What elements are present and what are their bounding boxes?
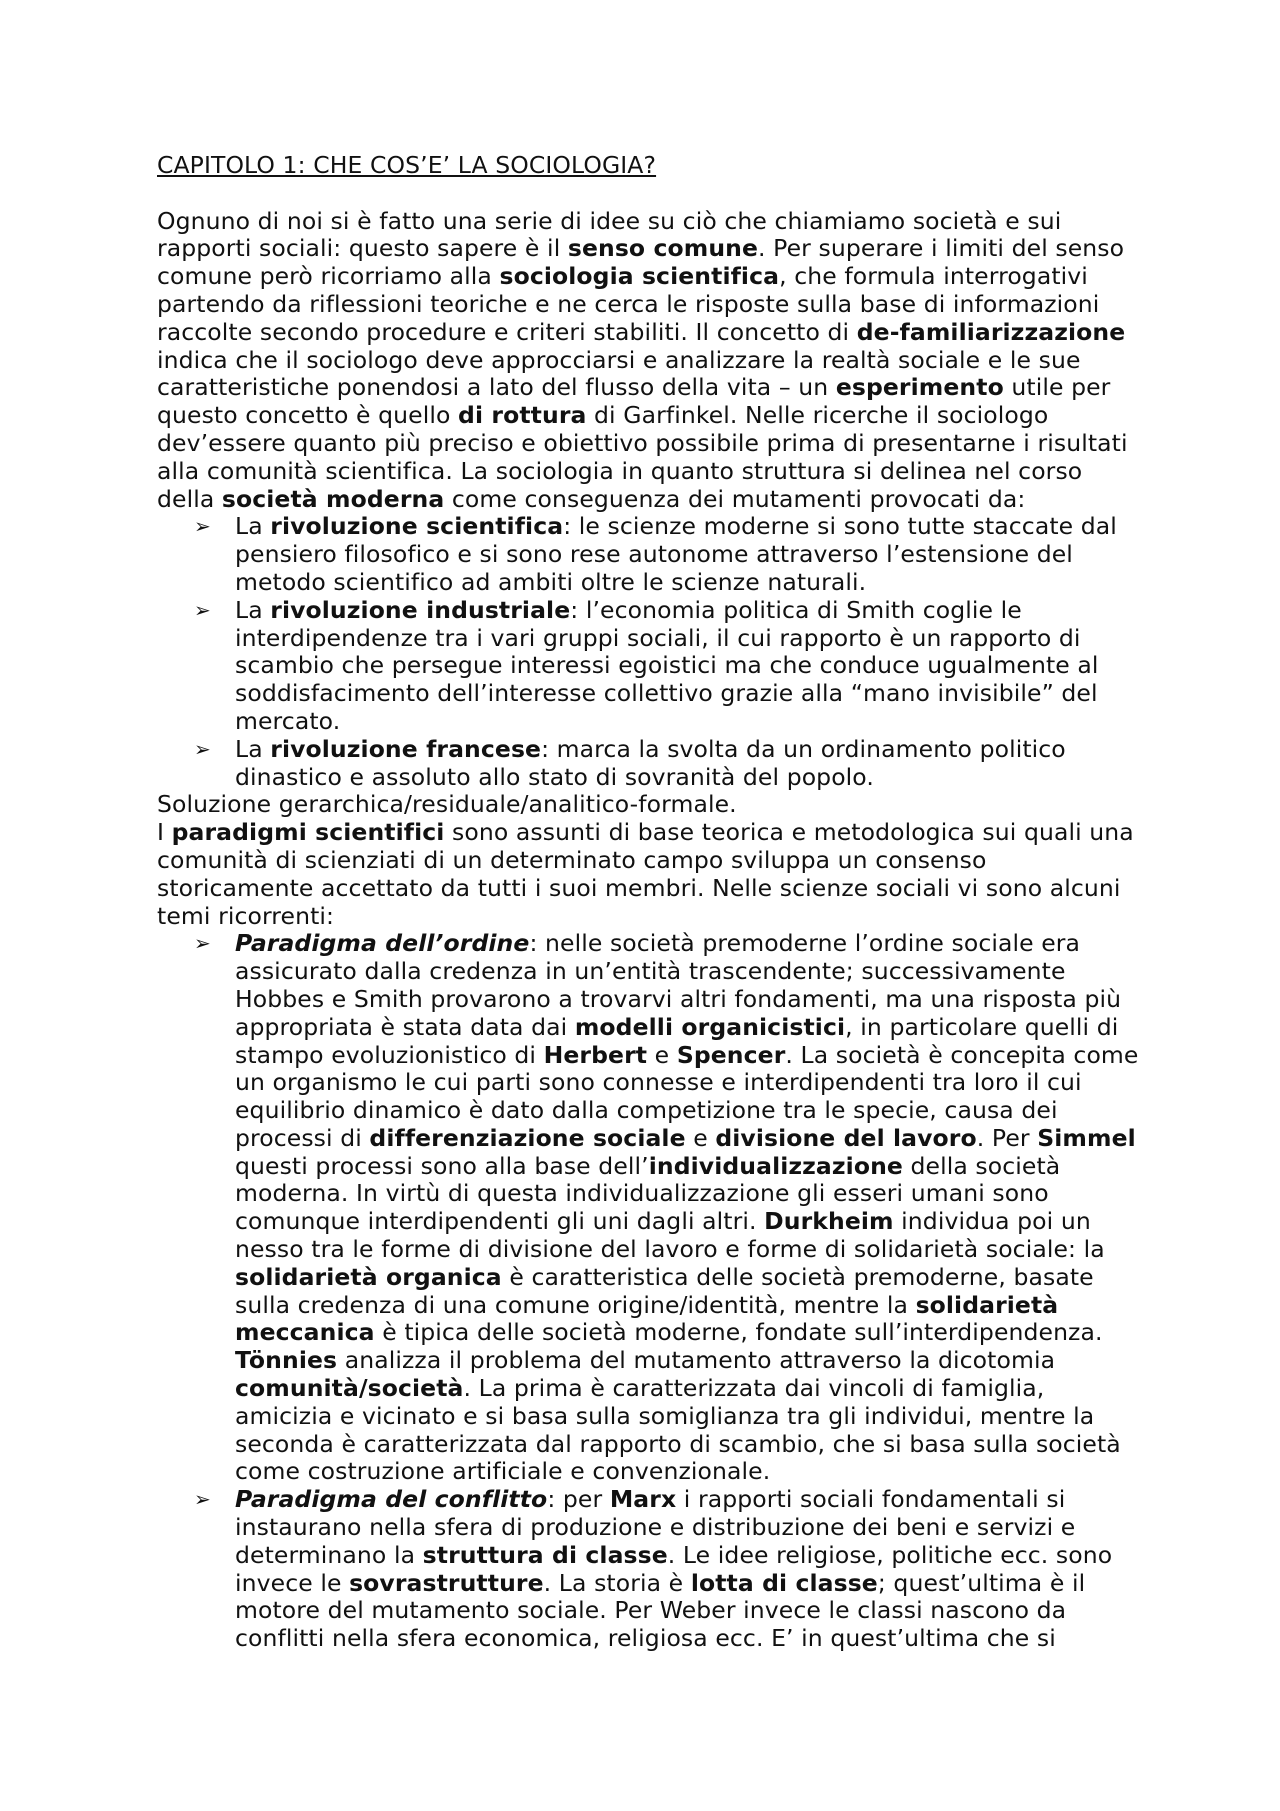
- list-item-text: [235, 1485, 1112, 1652]
- text-run: della società moderna. In virtù di questa individualizzazione gli esseri umani sono comunque interdipendenti gli uni dagli altri.: [235, 1151, 1061, 1236]
- text-run: , che formula interrogativi partendo da riflessioni teoriche e ne cerca le risposte sulla base di informazioni raccolte secondo procedure e criteri stabiliti. Il concetto di: [157, 262, 1100, 346]
- paradigms-intro-paragraph: [157, 819, 1147, 930]
- text-run: è tipica delle società moderne, fondate sull’interdipendenza.: [374, 1318, 1103, 1347]
- bold-term: Spencer: [676, 1040, 786, 1069]
- bold-term: Paradigma dell’ordine: [235, 929, 530, 958]
- bold-term: rivoluzione industriale: [270, 595, 571, 624]
- text-run: : per: [547, 1485, 610, 1514]
- text-run: : le scienze moderne si sono tutte staccate dal pensiero filosofico e si sono rese autonome attraverso l’estensione del metodo scientifico ad ambiti oltre le scienze naturali.: [235, 512, 1117, 596]
- arrow-bullet-icon: ➢: [194, 736, 211, 761]
- text-run: è caratteristica delle società premoderne, basate sulla credenza di una comune origine/identità, mentre la: [235, 1262, 1094, 1319]
- bold-term: Marx: [609, 1485, 677, 1514]
- text-run: di Garfinkel. Nelle ricerche il sociologo dev’essere quanto più preciso e obiettivo possibile prima di presentarne i risultati alla comunità scientifica. La sociologia in quanto struttura si delinea nel corso della: [157, 401, 1128, 513]
- text-run: . Per: [976, 1123, 1038, 1152]
- bold-term: comunità/società: [235, 1374, 464, 1403]
- arrow-bullet-icon: ➢: [194, 1487, 211, 1512]
- arrow-bullet-icon: ➢: [194, 514, 211, 539]
- text-run: . Per superare i limiti del senso comune però ricorriamo alla: [157, 234, 1125, 291]
- list-item: [157, 930, 1147, 1486]
- bold-term: de-familiarizzazione: [856, 317, 1126, 346]
- arrow-bullet-icon: ➢: [194, 597, 211, 622]
- text-run: come conseguenza dei mutamenti provocati da:: [444, 484, 1026, 513]
- text-run: e: [685, 1123, 716, 1152]
- paradigms-list: [157, 930, 1147, 1653]
- document-page: [157, 152, 1147, 1653]
- bold-term: rivoluzione scientifica: [270, 512, 564, 541]
- text-run: utile per questo concetto è quello: [157, 373, 1111, 430]
- bold-term: paradigmi scientifici: [171, 818, 445, 847]
- bold-term: sociologia scientifica: [499, 262, 780, 291]
- bold-term: senso comune: [567, 234, 759, 263]
- bold-term: differenziazione sociale: [369, 1123, 686, 1152]
- text-run: : marca la svolta da un ordinamento politico dinastico e assoluto allo stato di sovranità del popolo.: [235, 734, 1066, 791]
- bold-term: rivoluzione francese: [270, 734, 542, 763]
- text-run: Ognuno di noi si è fatto una serie di idee su ciò che chiamiamo società e sui rapporti sociali: questo sapere è il: [157, 206, 1062, 263]
- bold-term: divisione del lavoro: [715, 1123, 977, 1152]
- bold-term: individualizzazione: [648, 1151, 903, 1180]
- list-item: [157, 513, 1147, 596]
- text-run: e: [647, 1040, 677, 1069]
- bold-term: Simmel: [1037, 1123, 1136, 1152]
- bold-term: Herbert: [543, 1040, 648, 1069]
- text-run: analizza il problema del mutamento attraverso la dicotomia: [337, 1346, 1056, 1375]
- bold-term: di rottura: [458, 401, 587, 430]
- list-item-text: [235, 512, 1117, 596]
- text-run: individua poi un nesso tra le forme di divisione del lavoro e forme di solidarietà sociale: la: [235, 1207, 1105, 1264]
- arrow-bullet-icon: ➢: [194, 931, 211, 956]
- list-item: [157, 1486, 1147, 1653]
- spacer: [157, 180, 1147, 208]
- list-item-text: [235, 735, 1066, 791]
- text-run: : nelle società premoderne l’ordine sociale era assicurato dalla credenza in un’entità trascendente; successivamente Hobbes e Smith provarono a trovarvi altri fondamenti, ma una risposta più appropriata è stata data dai: [235, 929, 1122, 1041]
- chapter-title: CAPITOLO 1: CHE COS’E’ LA SOCIOLOGIA?: [157, 151, 657, 179]
- text-run: . Le idee religiose, politiche ecc. sono invece le: [235, 1540, 1113, 1597]
- text-run: . La prima è caratterizzata dai vincoli di famiglia, amicizia e vicinato e si basa sulla somiglianza tra gli individui, mentre la seconda è caratterizzata dal rapporto di scambio, che si basa sulla società come costruzione artificiale e convenzionale.: [235, 1374, 1121, 1486]
- text-run: ; quest’ultima è il motore del mutamento sociale. Per Weber invece le classi nascono da conflitti nella sfera economica, religiosa ecc. E’ in quest’ultima che si: [235, 1568, 1086, 1653]
- bold-term: società moderna: [221, 484, 445, 513]
- bold-term: solidarietà organica: [235, 1262, 502, 1291]
- text-run: La: [235, 512, 271, 541]
- text-run: questi processi sono alla base dell’: [235, 1151, 649, 1180]
- text-run: . La società è concepita come un organismo le cui parti sono connesse e interdipendenti tra loro il cui equilibrio dinamico è dato dalla competizione tra le specie, causa dei processi di: [235, 1040, 1139, 1152]
- solution-line: [157, 791, 1147, 819]
- intro-paragraph: [157, 208, 1147, 514]
- list-item: [157, 736, 1147, 792]
- revolutions-list: [157, 513, 1147, 791]
- text-run: . La storia è: [543, 1568, 691, 1597]
- bold-term: Durkheim: [764, 1207, 894, 1236]
- bold-term: modelli organicistici: [574, 1012, 846, 1041]
- text-run: : l’economia politica di Smith coglie le interdipendenze tra i vari gruppi sociali, il cui rapporto è un rapporto di scambio che persegue interessi egoistici ma che conduce ugualmente al soddisfacimento dell’interesse collettivo grazie alla “mano invisibile” del mercato.: [235, 595, 1099, 735]
- bold-term: lotta di classe: [690, 1568, 878, 1597]
- bold-term: struttura di classe: [422, 1540, 668, 1569]
- text-run: Soluzione gerarchica/residuale/analitico-formale.: [157, 790, 737, 819]
- list-item-text: [235, 596, 1099, 735]
- bold-term: sovrastrutture: [349, 1568, 544, 1597]
- text-run: La: [235, 734, 271, 763]
- list-item-text: [235, 929, 1138, 1485]
- bold-term: esperimento: [835, 373, 1004, 402]
- text-run: i rapporti sociali fondamentali si instaurano nella sfera di produzione e distribuzione dei beni e servizi e determinano la: [235, 1485, 1076, 1569]
- bold-term: Paradigma del conflitto: [235, 1485, 548, 1514]
- bold-term: solidarietà meccanica: [235, 1290, 1059, 1347]
- bold-term: Tönnies: [235, 1346, 338, 1375]
- text-run: I: [157, 818, 172, 847]
- text-run: indica che il sociologo deve approcciarsi e analizzare la realtà sociale e le sue caratteristiche ponendosi a lato del flusso della vita – un: [157, 345, 1081, 402]
- text-run: sono assunti di base teorica e metodologica sui quali una comunità di scienziati di un determinato campo sviluppa un consenso storicamente accettato da tutti i suoi membri. Nelle scienze sociali vi sono alcuni temi ricorrenti:: [157, 818, 1134, 930]
- text-run: , in particolare quelli di stampo evoluzionistico di: [235, 1012, 1119, 1069]
- text-run: La: [235, 595, 271, 624]
- list-item: [157, 597, 1147, 736]
